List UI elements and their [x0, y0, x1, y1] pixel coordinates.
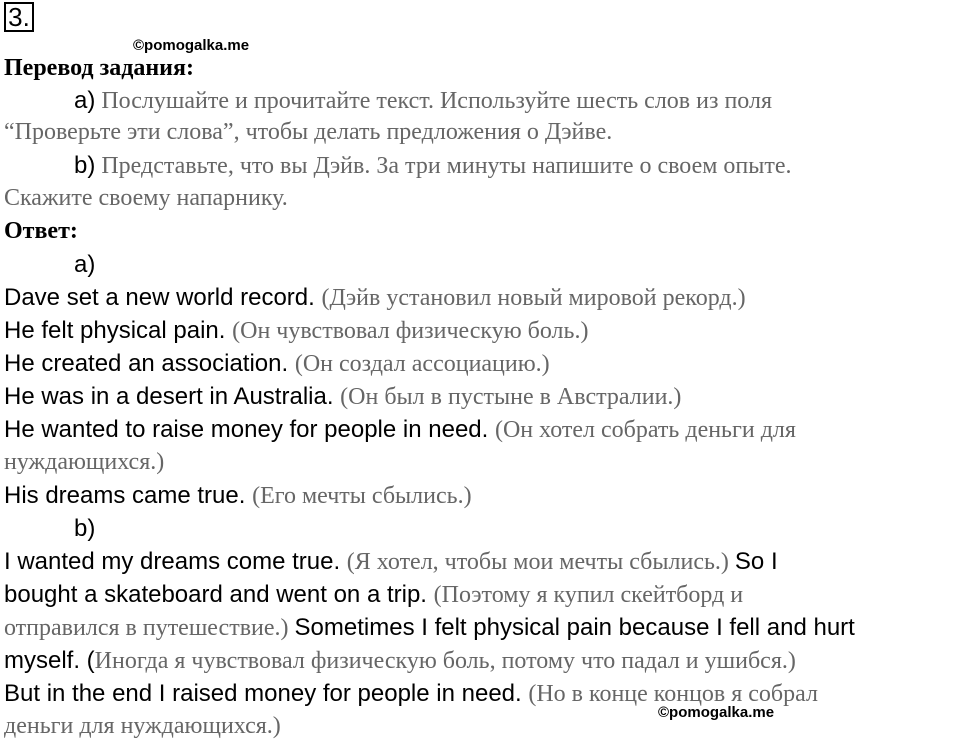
- answer-a-item: [4, 314, 588, 348]
- answer-en-text: myself. (: [4, 647, 95, 674]
- translation-heading: Перевод задания:: [4, 55, 194, 81]
- translation-b-line1: [74, 149, 792, 183]
- answer-en-text: So I: [734, 548, 778, 575]
- answer-ru-text: (Он чувствовал физическую боль.): [232, 318, 589, 344]
- answer-heading: Ответ:: [4, 218, 78, 244]
- answer-en-text: Sometimes I felt physical pain because I fell and hurt: [294, 614, 855, 641]
- translation-a-line2: “Проверьте эти слова”, чтобы делать предложения о Дэйве.: [4, 119, 613, 145]
- answer-ru-text: отправился в путешествие.): [4, 615, 295, 641]
- answer-b-line: [4, 611, 855, 645]
- answer-b-label: b): [74, 515, 96, 542]
- answer-a-item: [4, 446, 164, 479]
- answer-ru-text: Иногда я чувствовал физическую боль, потому что падал и ушибся.): [94, 648, 796, 674]
- watermark-top: ©pomogalka.me: [133, 37, 250, 54]
- answer-b-line: [4, 578, 743, 612]
- translation-a-line1: [74, 84, 772, 118]
- answer-a-label: a): [74, 251, 96, 278]
- answer-ru-text: (Дэйв установил новый мировой рекорд.): [321, 285, 746, 311]
- answer-a-item: [4, 380, 681, 414]
- answer-ru-text: нуждающихся.): [4, 449, 165, 475]
- answer-b-line: [4, 710, 281, 743]
- answer-en-text: He felt physical pain.: [4, 317, 233, 344]
- answer-a-item: [4, 281, 746, 315]
- translation-b-line2: Скажите своему напарнику.: [4, 185, 288, 211]
- answer-en-text: He was in a desert in Australia.: [4, 383, 341, 410]
- translation-b-text1: Представьте, что вы Дэйв. За три минуты напишите о своем опыте.: [101, 153, 792, 179]
- answer-en-text: He created an association.: [4, 350, 295, 377]
- answer-en-text: Dave set a new world record.: [4, 284, 322, 311]
- answer-ru-text: (Он хотел собрать деньги для: [494, 417, 796, 443]
- watermark-bottom: ©pomogalka.me: [658, 704, 775, 721]
- answer-ru-text: деньги для нуждающихся.): [4, 713, 281, 739]
- translation-a-label: a): [74, 87, 96, 114]
- answer-ru-text: (Но в конце концов я собрал: [528, 681, 818, 707]
- answer-a-item: [4, 479, 472, 513]
- answer-en-text: I wanted my dreams come true.: [4, 548, 347, 575]
- answer-en-text: His dreams came true.: [4, 482, 253, 509]
- translation-b-label: b): [74, 152, 96, 179]
- answer-b-line: [4, 644, 796, 678]
- answer-ru-text: (Он был в пустыне в Австралии.): [340, 384, 682, 410]
- translation-a-text1: Послушайте и прочитайте текст. Используйте шесть слов из поля: [101, 88, 772, 114]
- task-number: 3.: [4, 2, 34, 32]
- answer-en-text: But in the end I raised money for people in need.: [4, 680, 529, 707]
- answer-ru-text: (Его мечты сбылись.): [252, 483, 472, 509]
- answer-a-item: [4, 347, 550, 381]
- answer-a-item: [4, 413, 796, 447]
- answer-ru-text: (Я хотел, чтобы мои мечты сбылись.): [346, 549, 735, 575]
- answer-b-line: [4, 545, 778, 579]
- answer-ru-text: (Он создал ассоциацию.): [294, 351, 550, 377]
- answer-en-text: He wanted to raise money for people in need.: [4, 416, 495, 443]
- answer-ru-text: (Поэтому я купил скейтборд и: [433, 582, 744, 608]
- answer-en-text: bought a skateboard and went on a trip.: [4, 581, 434, 608]
